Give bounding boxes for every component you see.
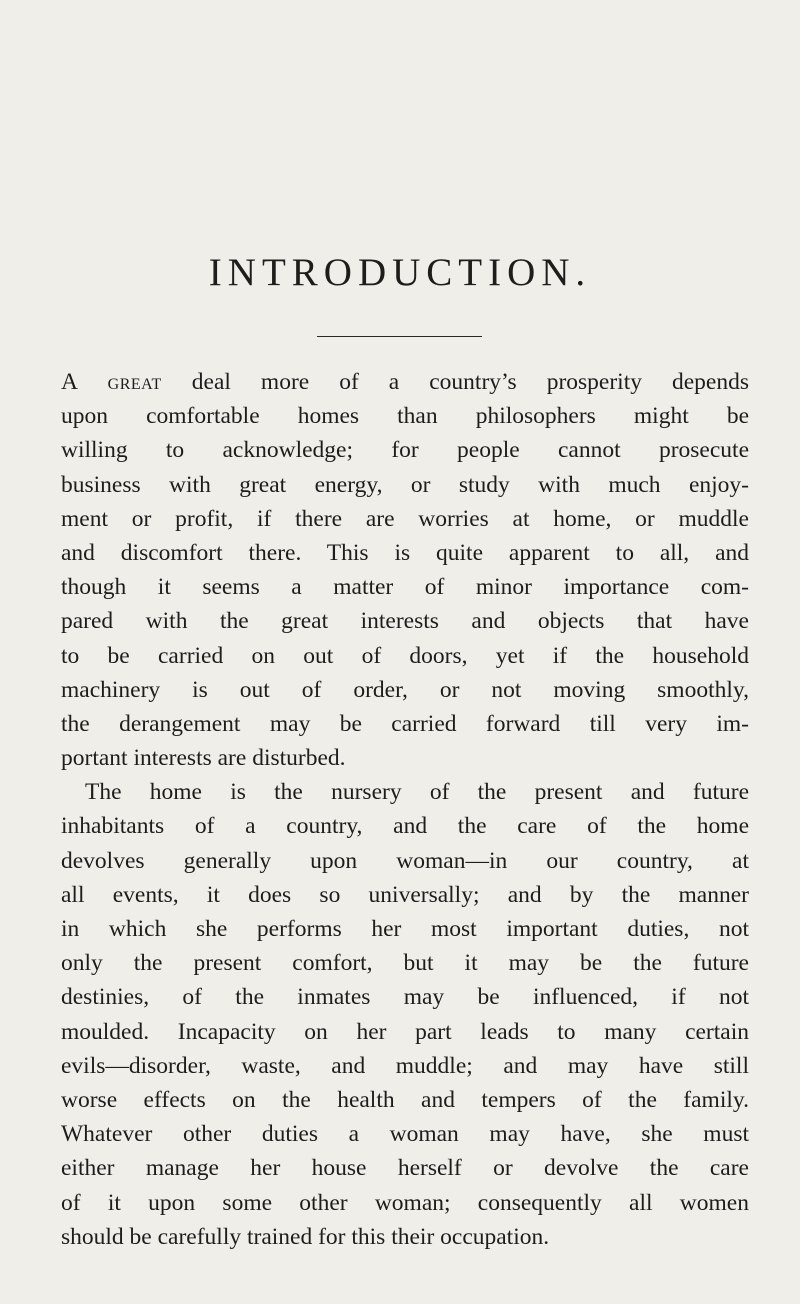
body-text xyxy=(61,365,749,1254)
chapter-title: INTRODUCTION. xyxy=(208,251,592,294)
text-line: portant interests are disturbed. xyxy=(61,745,346,772)
text-line-rest: deal more of a country’s prosperity depends xyxy=(161,369,750,395)
text-line: moulded. Incapacity on her part leads to many certain xyxy=(61,1018,749,1045)
text-line: and discomfort there. This is quite apparent to all, and xyxy=(61,539,749,566)
text-line: destinies, of the inmates may be influenced, if not xyxy=(61,984,749,1011)
text-line: the derangement may be carried forward till very im- xyxy=(61,710,749,737)
text-line: of it upon some other woman; consequently all women xyxy=(61,1189,749,1216)
text-line: pared with the great interests and objects that have xyxy=(61,608,749,635)
text-line: business with great energy, or study with much enjoy- xyxy=(61,471,749,498)
text-line: all events, it does so universally; and by the manner xyxy=(61,881,749,908)
text-line: in which she performs her most important duties, not xyxy=(61,916,749,942)
paragraph-start-line: The home is the nursery of the present and future xyxy=(85,779,749,806)
text-line: only the present comfort, but it may be the future xyxy=(61,950,749,977)
text-line: ment or profit, if there are worries at home, or muddle xyxy=(61,505,749,532)
text-line: though it seems a matter of minor importance com- xyxy=(61,574,749,601)
text-line: worse effects on the health and tempers of the family. xyxy=(61,1086,749,1113)
text-line: inhabitants of a country, and the care of the home xyxy=(61,813,749,840)
text-line: evils—disorder, waste, and muddle; and may have still xyxy=(61,1052,749,1079)
text-line: upon comfortable homes than philosophers might be xyxy=(61,403,749,430)
lead-word: A great xyxy=(61,369,162,395)
text-line: willing to acknowledge; for people cannot prosecute xyxy=(61,437,749,464)
text-line: Whatever other duties a woman may have, she must xyxy=(61,1121,749,1148)
text-line: to be carried on out of doors, yet if the household xyxy=(61,642,749,669)
text-line: should be carefully trained for this their occupation. xyxy=(61,1223,550,1250)
title-rule xyxy=(317,336,482,337)
text-line: either manage her house herself or devolve the care xyxy=(61,1155,749,1182)
text-line xyxy=(61,365,749,399)
text-line: devolves generally upon woman—in our country, at xyxy=(61,847,749,874)
text-line: machinery is out of order, or not moving smoothly, xyxy=(61,676,749,703)
